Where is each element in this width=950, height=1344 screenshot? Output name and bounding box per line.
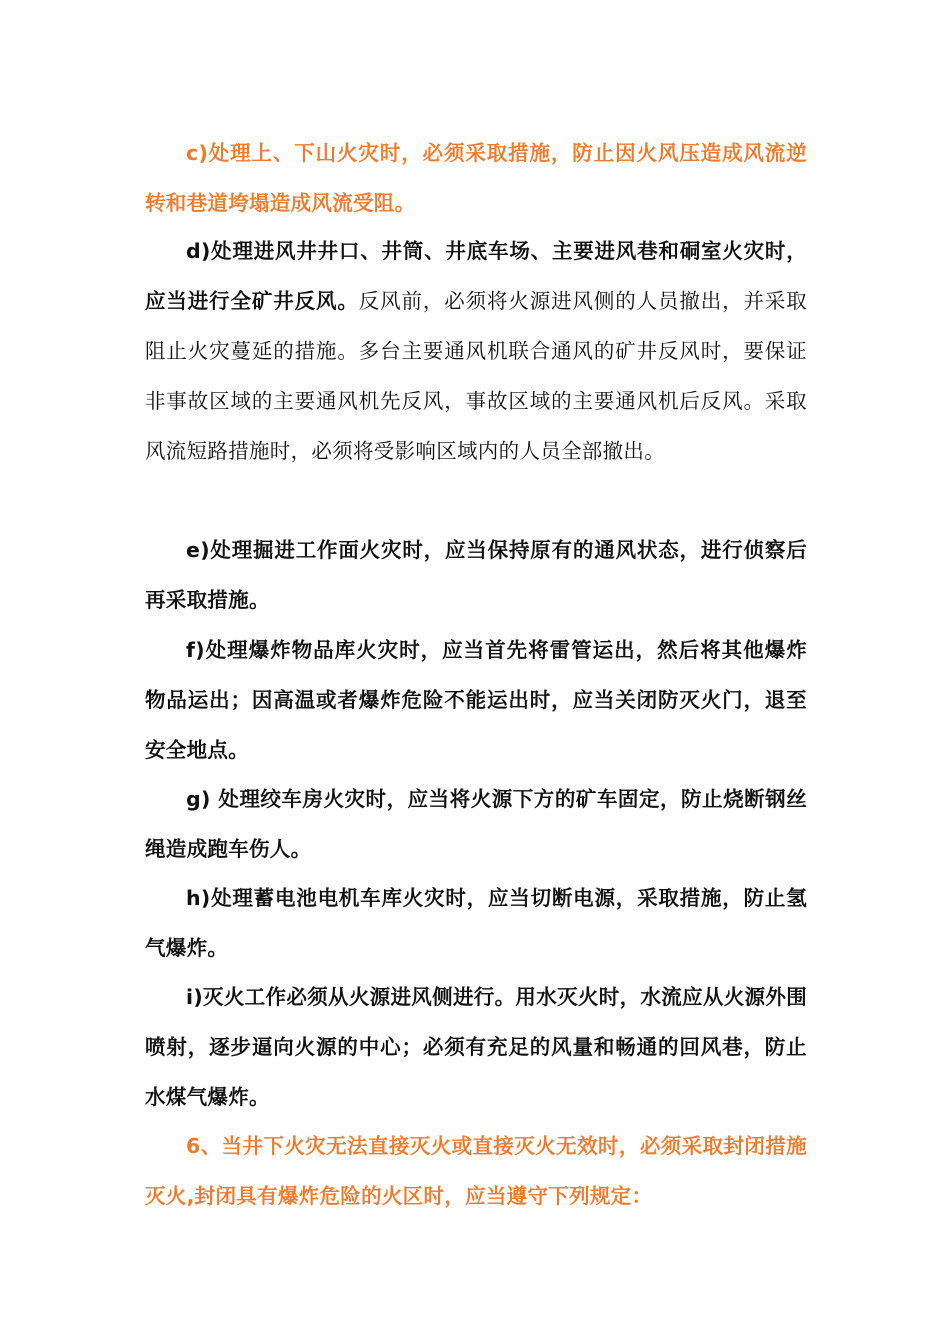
paragraph-f: f)处理爆炸物品库火灾时，应当首先将雷管运出，然后将其他爆炸物品运出；因高温或者爆炸危险不能运出时，应当关闭防灭火门，退至安全地点。 [145,638,807,762]
paragraph-h: h)处理蓄电池电机车库火灾时，应当切断电源，采取措施，防止氢气爆炸。 [145,886,807,960]
paragraph-d-bold-text: d)处理进风井井口、井筒、井底车场、主要进风巷和硐室火灾时，应当进行全矿井反风。 [145,239,807,313]
paragraph-e: e)处理掘进工作面火灾时，应当保持原有的通风状态，进行侦察后再采取措施。 [145,538,807,612]
paragraph-d-normal-text: 反风前，必须将火源进风侧的人员撤出，并采取阻止火灾蔓延的措施。多台主要通风机联合通风的矿井反风时，要保证非事故区域的主要通风机先反风，事故区域的主要通风机后反风。采取风流短路措施时，必须将受影响区域内的人员全部撤出。 [145,289,807,463]
paragraph-d [145,226,807,476]
paragraph-c: c)处理上、下山火灾时，必须采取措施，防止因火风压造成风流逆转和巷道垮塌造成风流受阻。 [145,141,807,215]
paragraph-i: i)灭火工作必须从火源进风侧进行。用水灭火时，水流应从火源外围喷射，逐步逼向火源的中心；必须有充足的风量和畅通的回风巷，防止水煤气爆炸。 [145,985,807,1109]
paragraph-6: 6、当井下火灾无法直接灭火或直接灭火无效时，必须采取封闭措施灭火,封闭具有爆炸危险的火区时，应当遵守下列规定： [145,1134,807,1208]
paragraph-g: g) 处理绞车房火灾时，应当将火源下方的矿车固定，防止烧断钢丝绳造成跑车伤人。 [145,787,807,861]
